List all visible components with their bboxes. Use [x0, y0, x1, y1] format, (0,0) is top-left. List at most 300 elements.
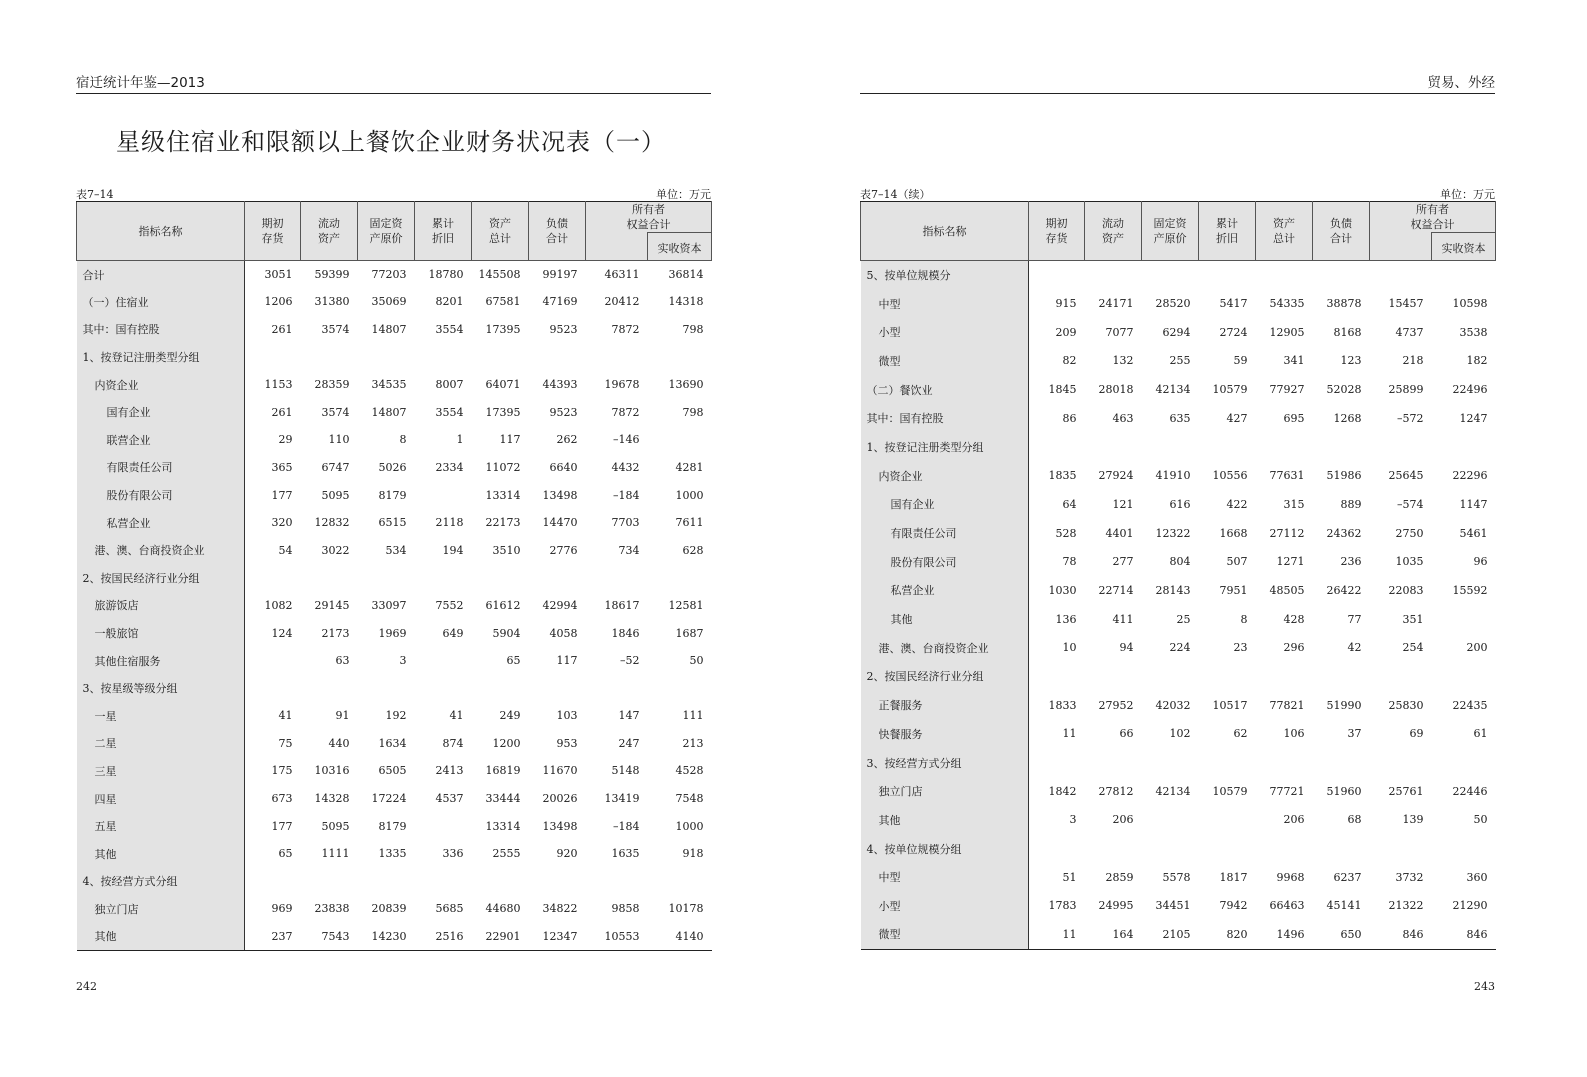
table-cell — [415, 564, 472, 592]
table-cell: 2776 — [549, 543, 578, 557]
table-cell: 77821 — [1269, 698, 1305, 712]
table-cell: 13498 — [542, 819, 578, 833]
table-cell: 1206 — [264, 295, 293, 309]
table-row — [77, 261, 712, 289]
table-row — [861, 547, 1496, 576]
table-cell: 804 — [1169, 555, 1191, 569]
table-cell: 224 — [1169, 641, 1191, 655]
table-row — [77, 812, 712, 840]
table-row — [77, 509, 712, 537]
table-cell: 17224 — [371, 792, 407, 806]
table-cell: 145508 — [478, 268, 521, 282]
table-cell: 42134 — [1155, 784, 1191, 798]
table-cell: 164 — [1085, 920, 1142, 949]
row-label: 四星 — [77, 785, 245, 813]
table-cell — [1432, 662, 1496, 691]
table-row — [77, 564, 712, 592]
row-label: 5、按单位规模分 — [861, 261, 1029, 290]
table-cell: 3574 — [321, 322, 350, 336]
table-cell: 10553 — [586, 923, 648, 951]
table-row — [861, 720, 1496, 749]
table-cell: 139 — [1402, 813, 1424, 827]
table-cell: 51 — [1062, 870, 1077, 884]
table-cell: 15592 — [1452, 583, 1488, 597]
table-cell — [301, 564, 358, 592]
table-cell: 2724 — [1219, 325, 1248, 339]
table-row — [77, 619, 712, 647]
table-cell: 5461 — [1459, 526, 1488, 540]
table-cell: 66 — [1119, 727, 1134, 741]
table-cell — [1370, 748, 1432, 777]
table-row — [861, 633, 1496, 662]
table-cell: 41 — [278, 709, 293, 723]
table-cell: 106 — [1283, 727, 1305, 741]
table-cell: 8201 — [435, 295, 464, 309]
table-cell: 10579 — [1212, 784, 1248, 798]
table-cell: 7942 — [1219, 899, 1248, 913]
row-label: 合计 — [77, 261, 245, 289]
table-cell: 1833 — [1048, 698, 1077, 712]
table-cell — [1370, 662, 1432, 691]
page-number-right: 243 — [1474, 980, 1495, 993]
table-cell: 427 — [1226, 411, 1248, 425]
table-cell: 798 — [682, 405, 704, 419]
table-cell: 46311 — [604, 268, 640, 282]
table-cell: 7552 — [435, 598, 464, 612]
table-cell: 177 — [271, 488, 293, 502]
table-cell: 5148 — [611, 764, 640, 778]
table-cell: 18617 — [604, 598, 640, 612]
table-cell: 65 — [278, 847, 293, 861]
table-cell: 6747 — [321, 460, 350, 474]
table-cell: 27812 — [1098, 784, 1134, 798]
table-cell: 209 — [1055, 325, 1077, 339]
table-cell: 91 — [335, 709, 350, 723]
table-cell — [586, 343, 648, 371]
table-cell: 22446 — [1452, 784, 1488, 798]
table-cell: 42994 — [542, 598, 578, 612]
table-cell: 1846 — [611, 626, 640, 640]
table-cell: 33444 — [485, 792, 521, 806]
row-label: 股份有限公司 — [861, 547, 1029, 576]
table-row — [861, 289, 1496, 318]
table-row — [861, 433, 1496, 462]
table-cell: 10579 — [1212, 383, 1248, 397]
table-cell: 28359 — [314, 378, 350, 392]
table-row — [77, 757, 712, 785]
table-cell: 18780 — [428, 268, 464, 282]
table-cell: 54 — [278, 543, 293, 557]
table-cell — [1199, 748, 1256, 777]
table-cell: 59399 — [314, 268, 350, 282]
table-cell: 277 — [1112, 555, 1134, 569]
table-cell: 7703 — [611, 516, 640, 530]
table-cell: 77631 — [1269, 469, 1305, 483]
header-current-assets: 流动 资产 — [301, 202, 358, 261]
table-cell: –184 — [613, 819, 640, 833]
table-cell: 192 — [385, 709, 407, 723]
table-cell: 13314 — [485, 488, 521, 502]
table-cell: 41 — [449, 709, 464, 723]
table-cell: 7548 — [675, 792, 704, 806]
table-row — [77, 674, 712, 702]
table-cell: 94 — [1119, 641, 1134, 655]
table-label: 表7–14 — [76, 188, 114, 201]
table-cell — [529, 674, 586, 702]
table-cell — [1256, 261, 1313, 290]
table-cell: 8168 — [1333, 325, 1362, 339]
table-cell — [1313, 748, 1370, 777]
table-cell — [1085, 834, 1142, 863]
table-cell — [648, 674, 712, 702]
table-cell: 4528 — [675, 764, 704, 778]
table-cell: 63 — [335, 654, 350, 668]
table-cell: 29 — [278, 433, 293, 447]
header-total-assets: 资产 总计 — [472, 202, 529, 261]
table-row — [861, 777, 1496, 806]
table-cell: 33097 — [371, 598, 407, 612]
row-label: 快餐服务 — [861, 720, 1029, 749]
table-cell: 12322 — [1155, 526, 1191, 540]
table-cell — [1199, 433, 1256, 462]
table-row — [861, 748, 1496, 777]
table-row — [77, 592, 712, 620]
table-cell: 77927 — [1269, 383, 1305, 397]
table-cell: 8179 — [378, 819, 407, 833]
table-cell — [301, 674, 358, 702]
row-label: 港、澳、台商投资企业 — [861, 633, 1029, 662]
table-cell: 54335 — [1269, 297, 1305, 311]
table-cell: 1000 — [675, 488, 704, 502]
running-head-left — [76, 74, 711, 94]
table-cell — [1256, 433, 1313, 462]
table-row — [861, 519, 1496, 548]
table-row — [77, 398, 712, 426]
table-cell: 14318 — [668, 295, 704, 309]
row-label: 3、按星级等级分组 — [77, 674, 245, 702]
table-cell: 36814 — [668, 268, 704, 282]
table-cell: 261 — [271, 405, 293, 419]
table-cell: 628 — [682, 543, 704, 557]
table-cell — [529, 564, 586, 592]
table-cell: 3 — [1069, 813, 1077, 827]
table-cell: 820 — [1199, 920, 1256, 949]
table-cell: 411 — [1112, 612, 1134, 626]
row-label: 1、按登记注册类型分组 — [77, 343, 245, 371]
table-cell — [1313, 261, 1370, 290]
table-row — [861, 863, 1496, 892]
table-cell: 13690 — [668, 378, 704, 392]
table-cell — [415, 343, 472, 371]
table-cell: 673 — [271, 792, 293, 806]
header-total-liabilities: 负债 合计 — [529, 202, 586, 261]
table-cell: 1634 — [378, 736, 407, 750]
table-cell: –184 — [613, 488, 640, 502]
table-cell: 2173 — [321, 626, 350, 640]
row-label: 国有企业 — [861, 490, 1029, 519]
row-label: 其他 — [861, 605, 1029, 634]
table-cell: 5095 — [321, 488, 350, 502]
table-cell: 24171 — [1098, 297, 1134, 311]
table-cell: 874 — [442, 736, 464, 750]
table-cell: 1687 — [675, 626, 704, 640]
row-label: 股份有限公司 — [77, 481, 245, 509]
table-cell: 5095 — [321, 819, 350, 833]
table-cell — [1432, 605, 1496, 634]
table-cell: 121 — [1112, 497, 1134, 511]
row-label: 五星 — [77, 812, 245, 840]
left-page — [76, 0, 711, 1077]
table-cell: 915 — [1055, 297, 1077, 311]
row-label: 私营企业 — [861, 576, 1029, 605]
table-cell: 10178 — [668, 902, 704, 916]
table-cell — [358, 674, 415, 702]
table-cell: 10316 — [314, 764, 350, 778]
table-cell — [1199, 662, 1256, 691]
table-cell: 22714 — [1098, 583, 1134, 597]
table-cell — [1313, 662, 1370, 691]
table-cell — [1085, 261, 1142, 290]
table-cell: 51990 — [1326, 698, 1362, 712]
table-cell: 96 — [1473, 555, 1488, 569]
table-cell — [648, 564, 712, 592]
table-cell — [1085, 748, 1142, 777]
table-cell: 206 — [1283, 813, 1305, 827]
table-cell — [415, 812, 472, 840]
table-cell: 3022 — [321, 543, 350, 557]
table-cell: 1111 — [321, 847, 350, 861]
table-cell: 17395 — [485, 322, 521, 336]
table-cell — [1370, 834, 1432, 863]
table-cell: 341 — [1283, 354, 1305, 368]
table-cell: 82 — [1062, 354, 1077, 368]
table-cell: 42 — [1347, 641, 1362, 655]
right-page — [860, 0, 1495, 1077]
table-cell: 31380 — [314, 295, 350, 309]
table-row — [77, 702, 712, 730]
table-cell: 136 — [1055, 612, 1077, 626]
table-cell: 360 — [1466, 870, 1488, 884]
table-cell: 236 — [1340, 555, 1362, 569]
row-label: 内资企业 — [861, 461, 1029, 490]
table-cell: 213 — [682, 736, 704, 750]
table-body-left — [77, 261, 712, 951]
table-cell: 64071 — [485, 378, 521, 392]
table-cell — [358, 343, 415, 371]
row-label: 有限责任公司 — [77, 454, 245, 482]
table-cell: 110 — [328, 433, 350, 447]
table-cell: 69 — [1409, 727, 1424, 741]
table-cell — [1313, 834, 1370, 863]
table-cell: 9858 — [611, 902, 640, 916]
table-cell: 44680 — [485, 902, 521, 916]
table-cell: 1 — [456, 433, 464, 447]
header-depreciation: 累计 折旧 — [1199, 202, 1256, 261]
table-cell: 1200 — [492, 736, 521, 750]
table-cell: 1153 — [264, 378, 293, 392]
table-cell — [1432, 834, 1496, 863]
table-cell: 3051 — [264, 268, 293, 282]
table-cell: 13498 — [542, 488, 578, 502]
table-cell: 14230 — [358, 923, 415, 951]
table-cell: 22496 — [1452, 383, 1488, 397]
header-opening-inventory: 期初 存货 — [245, 202, 301, 261]
table-cell: 3 — [399, 654, 407, 668]
table-row — [77, 288, 712, 316]
table-row — [861, 662, 1496, 691]
table-cell: 75 — [278, 736, 293, 750]
header-opening-inventory: 期初 存货 — [1029, 202, 1085, 261]
table-cell: 12832 — [314, 516, 350, 530]
table-cell: 528 — [1055, 526, 1077, 540]
table-cell: 1668 — [1219, 526, 1248, 540]
table-cell: 2118 — [435, 516, 464, 530]
table-cell — [1142, 834, 1199, 863]
table-cell — [1370, 261, 1432, 290]
table-cell: 1000 — [675, 819, 704, 833]
table-cell — [472, 674, 529, 702]
table-cell: 255 — [1169, 354, 1191, 368]
table-cell: 635 — [1169, 411, 1191, 425]
table-row — [861, 318, 1496, 347]
table-cell: 51960 — [1326, 784, 1362, 798]
table-cell — [245, 868, 301, 896]
table-cell: 6237 — [1333, 870, 1362, 884]
table-cell — [1142, 662, 1199, 691]
table-cell: 22173 — [485, 516, 521, 530]
table-cell: 77721 — [1269, 784, 1305, 798]
row-label: 其他 — [861, 806, 1029, 835]
header-paid-in-capital: 实收资本 — [1432, 233, 1496, 261]
table-cell: 247 — [618, 736, 640, 750]
table-cell: 25761 — [1388, 784, 1424, 798]
table-row — [77, 454, 712, 482]
table-cell: 507 — [1226, 555, 1248, 569]
table-cell: 4401 — [1105, 526, 1134, 540]
table-cell: 67581 — [485, 295, 521, 309]
table-cell: 10598 — [1452, 297, 1488, 311]
table-cell: 846 — [1370, 920, 1432, 949]
table-cell: 103 — [556, 709, 578, 723]
table-row — [861, 461, 1496, 490]
row-label: 私营企业 — [77, 509, 245, 537]
row-label: 其中：国有控股 — [861, 404, 1029, 433]
row-label: 微型 — [861, 347, 1029, 376]
table-cell: 12581 — [668, 598, 704, 612]
table-cell: 5026 — [378, 460, 407, 474]
table-cell: 21322 — [1388, 899, 1424, 913]
header-fixed-assets: 固定资 产原价 — [1142, 202, 1199, 261]
row-label: 独立门店 — [77, 895, 245, 923]
row-label: 小型 — [861, 318, 1029, 347]
table-cell: 463 — [1112, 411, 1134, 425]
table-cell: 117 — [499, 433, 521, 447]
table-cell: 7872 — [611, 322, 640, 336]
header-owner-equity: 所有者 权益合计 — [586, 202, 712, 233]
table-cell: 4140 — [648, 923, 712, 951]
table-cell — [301, 868, 358, 896]
table-cell: 13314 — [485, 819, 521, 833]
table-cell: 22435 — [1452, 698, 1488, 712]
table-cell: 1030 — [1048, 583, 1077, 597]
table-cell: 77203 — [371, 268, 407, 282]
table-cell: 4737 — [1395, 325, 1424, 339]
table-cell: 24362 — [1326, 526, 1362, 540]
row-label: （一）住宿业 — [77, 288, 245, 316]
financial-table-left — [76, 201, 712, 951]
table-cell: 2750 — [1395, 526, 1424, 540]
table-cell — [1199, 261, 1256, 290]
table-cell: 1335 — [378, 847, 407, 861]
table-cell — [245, 343, 301, 371]
table-cell: 953 — [556, 736, 578, 750]
row-label: 独立门店 — [861, 777, 1029, 806]
table-cell: 11 — [1029, 920, 1085, 949]
table-cell — [529, 868, 586, 896]
table-cell: 6640 — [549, 460, 578, 474]
table-cell: 2334 — [435, 460, 464, 474]
running-head-right — [860, 74, 1495, 94]
table-cell — [1029, 834, 1085, 863]
table-cell: 10 — [1062, 641, 1077, 655]
table-cell: 1817 — [1219, 870, 1248, 884]
table-cell: 23838 — [314, 902, 350, 916]
table-cell: 22083 — [1388, 583, 1424, 597]
table-cell: 17395 — [485, 405, 521, 419]
table-cell: 27952 — [1098, 698, 1134, 712]
table-cell: 45141 — [1326, 899, 1362, 913]
table-cell: 14807 — [371, 405, 407, 419]
table-cell: 296 — [1283, 641, 1305, 655]
table-cell: 8 — [399, 433, 407, 447]
table-cell: 68 — [1347, 813, 1362, 827]
table-unit-right: 单位：万元 — [1440, 188, 1495, 201]
financial-table-right — [860, 201, 1496, 950]
table-cell: 48505 — [1269, 583, 1305, 597]
table-cell: 25899 — [1388, 383, 1424, 397]
table-cell: 440 — [328, 736, 350, 750]
table-row — [77, 481, 712, 509]
row-label: 联营企业 — [77, 426, 245, 454]
table-row — [861, 576, 1496, 605]
table-cell: 7951 — [1219, 583, 1248, 597]
table-cell: –52 — [620, 654, 640, 668]
table-cell — [1432, 261, 1496, 290]
table-cell: 4537 — [435, 792, 464, 806]
table-cell: 20412 — [604, 295, 640, 309]
table-cell: 616 — [1169, 497, 1191, 511]
table-row — [77, 840, 712, 868]
header-fixed-assets: 固定资 产原价 — [358, 202, 415, 261]
table-cell: 41910 — [1155, 469, 1191, 483]
table-cell: 14328 — [314, 792, 350, 806]
table-cell: 249 — [499, 709, 521, 723]
table-cell — [358, 564, 415, 592]
table-cell: 206 — [1112, 813, 1134, 827]
table-cell: 24995 — [1098, 899, 1134, 913]
table-cell: 920 — [556, 847, 578, 861]
table-row — [77, 923, 712, 951]
row-label: 一星 — [77, 702, 245, 730]
row-label: 二星 — [77, 730, 245, 758]
table-cell — [415, 481, 472, 509]
table-cell — [586, 674, 648, 702]
table-cell — [1029, 433, 1085, 462]
table-cell: 6505 — [378, 764, 407, 778]
table-row — [77, 536, 712, 564]
table-cell: 25645 — [1388, 469, 1424, 483]
table-cell: 182 — [1466, 354, 1488, 368]
